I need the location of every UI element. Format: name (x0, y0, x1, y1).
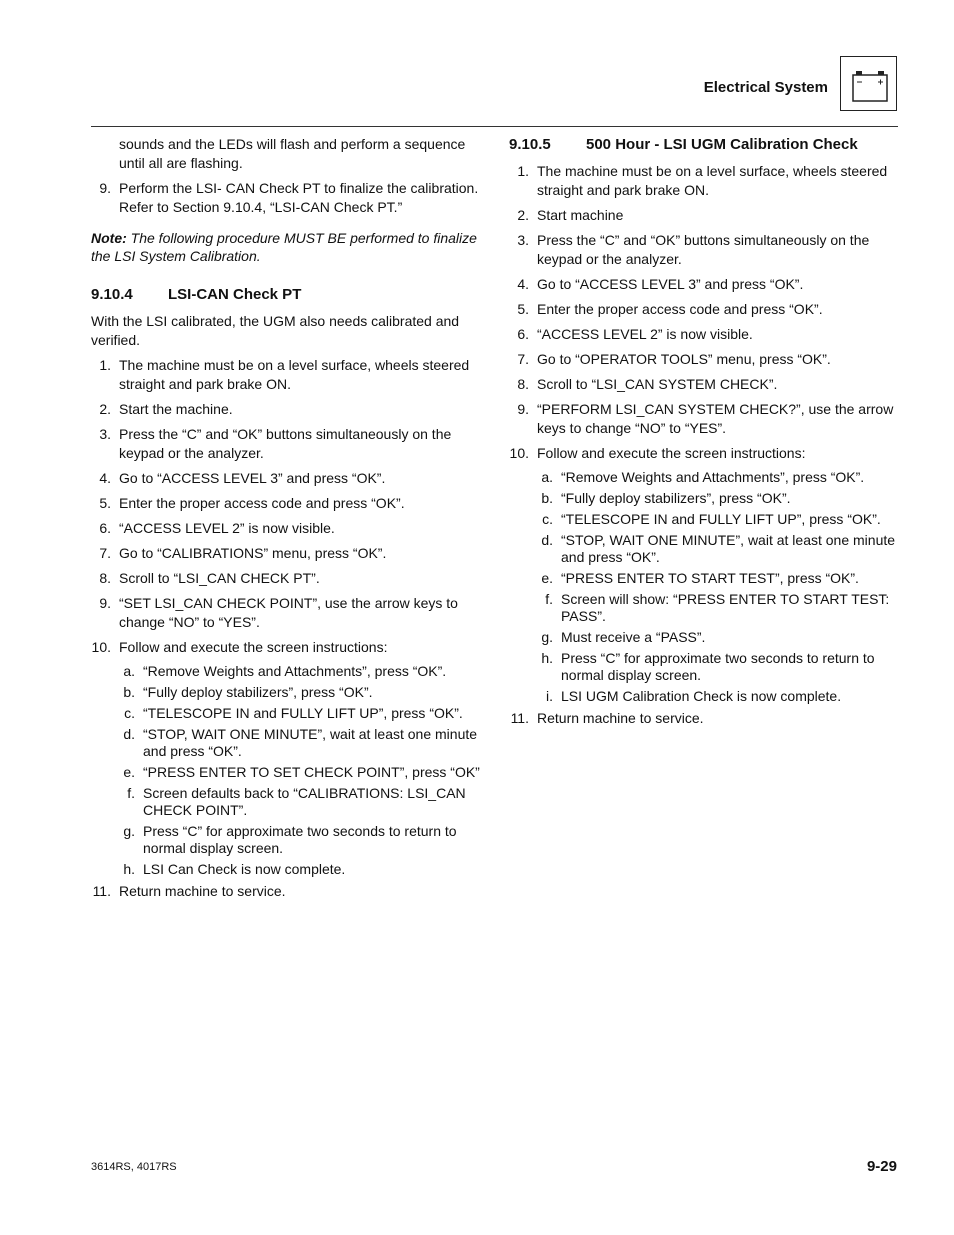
sub-list-item (91, 785, 481, 819)
list-item (509, 400, 899, 438)
step-number: 4. (99, 470, 111, 486)
sub-list-item (509, 650, 899, 684)
steps-list (509, 162, 899, 463)
step-number: 7. (517, 351, 529, 367)
sub-list-item (91, 861, 481, 878)
step-number: 3. (517, 232, 529, 248)
sub-list-item (509, 469, 899, 486)
substep-text: Screen will show: “PRESS ENTER TO START TEST: PASS”. (561, 591, 890, 624)
footer-models: 3614RS, 4017RS (91, 1161, 177, 1173)
list-item (91, 400, 481, 419)
step-number: 2. (99, 401, 111, 417)
step-text: Perform the LSI- CAN Check PT to finalize the calibration. Refer to Section 9.10.4, “LSI-CAN Check PT.” (119, 180, 479, 215)
substep-text: Must receive a “PASS”. (561, 629, 706, 645)
substep-text: “Remove Weights and Attachments”, press “OK”. (561, 469, 865, 485)
sub-list-item (91, 764, 481, 781)
sub-list-item (91, 663, 481, 680)
substep-text: “Remove Weights and Attachments”, press “OK”. (143, 663, 447, 679)
substep-letter: e. (123, 764, 135, 780)
substep-letter: g. (541, 629, 553, 645)
substep-letter: h. (541, 650, 553, 666)
sub-list-item (509, 629, 899, 646)
note (91, 229, 481, 265)
substep-letter: d. (123, 726, 135, 742)
list-item (91, 356, 481, 394)
substep-letter: d. (541, 532, 553, 548)
list-item (509, 325, 899, 344)
substep-text: “TELESCOPE IN and FULLY LIFT UP”, press “OK”. (143, 705, 463, 721)
sub-list-item (91, 823, 481, 857)
substep-letter: f. (127, 785, 135, 801)
step-text: Return machine to service. (119, 883, 286, 899)
substep-letter: c. (124, 705, 135, 721)
step-text: Enter the proper access code and press “OK”. (537, 301, 823, 317)
substep-letter: g. (123, 823, 135, 839)
sub-list-item (509, 511, 899, 528)
steps-list (91, 356, 481, 657)
list-item (91, 638, 481, 657)
sub-list-item (509, 591, 899, 625)
section-title: 500 Hour - LSI UGM Calibration Check (586, 136, 858, 153)
list-item (91, 494, 481, 513)
step-number: 10. (509, 445, 529, 461)
substep-text: “Fully deploy stabilizers”, press “OK”. (561, 490, 791, 506)
step-text: The machine must be on a level surface, wheels steered straight and park brake ON. (537, 163, 888, 198)
step-text: Enter the proper access code and press “OK”. (119, 495, 405, 511)
substeps-list (509, 469, 899, 705)
list-item (509, 231, 899, 269)
left-column (91, 135, 481, 907)
step-number: 11. (92, 883, 111, 899)
substep-text: Press “C” for approximate two seconds to return to normal display screen. (561, 650, 875, 683)
step-text: “PERFORM LSI_CAN SYSTEM CHECK?”, use the arrow keys to change “NO” to “YES”. (537, 401, 894, 436)
substep-text: “PRESS ENTER TO START TEST”, press “OK”. (561, 570, 859, 586)
step-number: 10. (91, 639, 111, 655)
step-number: 8. (99, 570, 111, 586)
substep-text: “STOP, WAIT ONE MINUTE”, wait at least one minute and press “OK”. (143, 726, 478, 759)
substep-letter: a. (123, 663, 135, 679)
step-number: 9. (517, 401, 529, 417)
section-number: 9.10.5 (509, 136, 551, 153)
list-item (91, 425, 481, 463)
substep-text: “PRESS ENTER TO SET CHECK POINT”, press “OK” (143, 764, 480, 780)
list-item (509, 375, 899, 394)
intro-paragraph: With the LSI calibrated, the UGM also needs calibrated and verified. (91, 313, 460, 348)
header-title: Electrical System (703, 79, 828, 96)
list-item (509, 275, 899, 294)
substep-letter: b. (123, 684, 135, 700)
list-item (509, 350, 899, 369)
section-heading (509, 135, 899, 154)
step-text: Start the machine. (119, 401, 233, 417)
right-column (509, 135, 899, 734)
sub-list-item (509, 490, 899, 507)
substep-text: “STOP, WAIT ONE MINUTE”, wait at least one minute and press “OK”. (561, 532, 896, 565)
step-number: 2. (517, 207, 529, 223)
step-text: Go to “ACCESS LEVEL 3” and press “OK”. (537, 276, 804, 292)
sub-list-item (91, 684, 481, 701)
step-text: Press the “C” and “OK” buttons simultaneously on the keypad or the analyzer. (119, 426, 452, 461)
substep-letter: f. (545, 591, 553, 607)
list-item (91, 882, 481, 901)
substep-letter: c. (542, 511, 553, 527)
list-item (509, 709, 899, 728)
list-item (509, 444, 899, 463)
section-heading (91, 285, 481, 304)
substep-letter: b. (541, 490, 553, 506)
list-item (91, 569, 481, 588)
substep-letter: i. (546, 688, 553, 704)
substep-letter: h. (123, 861, 135, 877)
step-text: Return machine to service. (537, 710, 704, 726)
section-title: LSI-CAN Check PT (168, 286, 302, 303)
list-item (91, 469, 481, 488)
step-number: 1. (99, 357, 111, 373)
step-text: “ACCESS LEVEL 2” is now visible. (119, 520, 335, 536)
sub-list-item (509, 688, 899, 705)
section-number: 9.10.4 (91, 286, 133, 303)
list-item (509, 206, 899, 225)
substep-letter: a. (541, 469, 553, 485)
list-item (509, 162, 899, 200)
step-number: 6. (517, 326, 529, 342)
step-text: Start machine (537, 207, 624, 223)
substep-text: Press “C” for approximate two seconds to return to normal display screen. (143, 823, 457, 856)
step-number: 11. (510, 710, 529, 726)
list-item (509, 300, 899, 319)
step-text: Scroll to “LSI_CAN CHECK PT”. (119, 570, 320, 586)
list-item (91, 544, 481, 563)
substep-letter: e. (541, 570, 553, 586)
step-number: 5. (99, 495, 111, 511)
step-text: Go to “OPERATOR TOOLS” menu, press “OK”. (537, 351, 831, 367)
substep-text: Screen defaults back to “CALIBRATIONS: LSI_CAN CHECK POINT”. (143, 785, 466, 818)
step-text: Go to “CALIBRATIONS” menu, press “OK”. (119, 545, 387, 561)
page-number: 9-29 (866, 1158, 897, 1175)
note-text: The following procedure MUST BE performed to finalize the LSI System Calibration. (91, 230, 477, 264)
step-text: The machine must be on a level surface, wheels steered straight and park brake ON. (119, 357, 470, 392)
step-text: “ACCESS LEVEL 2” is now visible. (537, 326, 753, 342)
step-number: 5. (517, 301, 529, 317)
step-text: “SET LSI_CAN CHECK POINT”, use the arrow keys to change “NO” to “YES”. (119, 595, 458, 630)
step-number: 9. (99, 180, 111, 196)
step-number: 4. (517, 276, 529, 292)
substep-text: LSI Can Check is now complete. (143, 861, 346, 877)
list-item (91, 594, 481, 632)
step-number: 7. (99, 545, 111, 561)
continued-text-body: sounds and the LEDs will flash and perform a sequence until all are flashing. (119, 136, 466, 171)
sub-list-item (509, 570, 899, 587)
substep-text: LSI UGM Calibration Check is now complete. (561, 688, 842, 704)
list-item (91, 179, 481, 217)
step-number: 9. (99, 595, 111, 611)
step-text: Go to “ACCESS LEVEL 3” and press “OK”. (119, 470, 386, 486)
substeps-list (91, 663, 481, 878)
step-text: Follow and execute the screen instructions: (119, 639, 388, 655)
sub-list-item (91, 726, 481, 760)
step-number: 8. (517, 376, 529, 392)
sub-list-item (91, 705, 481, 722)
continued-text (91, 135, 481, 173)
step-number: 3. (99, 426, 111, 442)
list-item (91, 519, 481, 538)
battery-icon (840, 56, 897, 111)
substep-text: “TELESCOPE IN and FULLY LIFT UP”, press “OK”. (561, 511, 881, 527)
step-text: Scroll to “LSI_CAN SYSTEM CHECK”. (537, 376, 778, 392)
substep-text: “Fully deploy stabilizers”, press “OK”. (143, 684, 373, 700)
step-text: Follow and execute the screen instructions: (537, 445, 806, 461)
sub-list-item (509, 532, 899, 566)
note-label: Note: (91, 230, 127, 246)
step-number: 6. (99, 520, 111, 536)
header-divider (91, 126, 898, 127)
step-number: 1. (517, 163, 529, 179)
step-text: Press the “C” and “OK” buttons simultaneously on the keypad or the analyzer. (537, 232, 870, 267)
